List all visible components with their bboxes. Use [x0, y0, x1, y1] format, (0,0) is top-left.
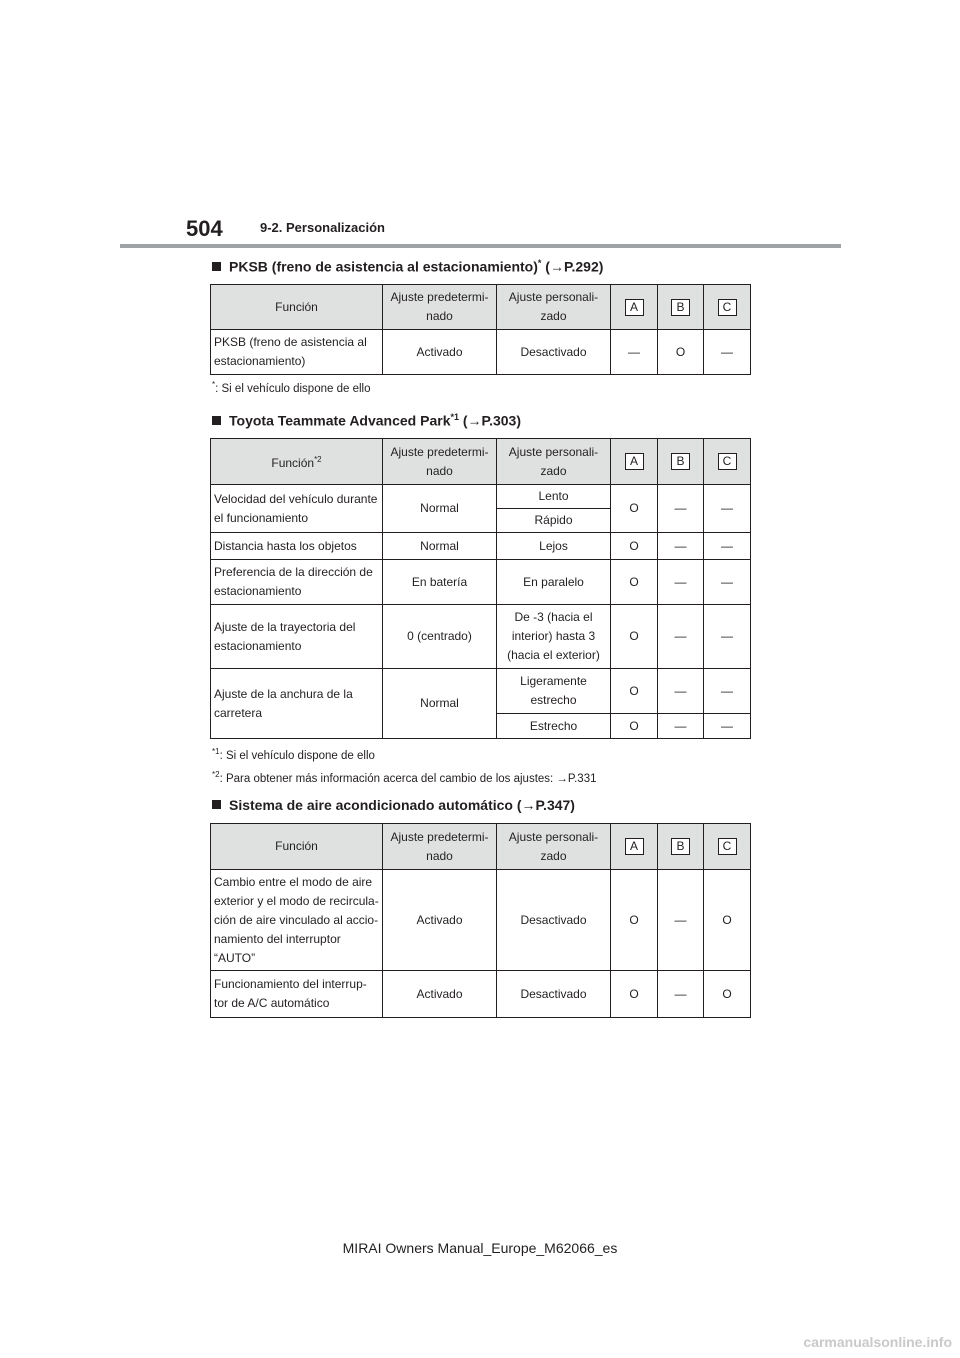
label-c: C [718, 838, 737, 855]
cell-default: Normal [383, 669, 497, 739]
header-default: Ajuste predetermi-nado [383, 285, 497, 330]
label-a: A [625, 838, 644, 855]
header-c [704, 824, 751, 870]
header-custom: Ajuste personali-zado [497, 285, 611, 330]
park-table [210, 438, 751, 739]
cell-default: Normal [383, 533, 497, 560]
table-row [211, 485, 751, 509]
footer-text: MIRAI Owners Manual_Europe_M62066_es [342, 1240, 618, 1256]
label-a: A [625, 453, 644, 470]
header-custom: Ajuste personali-zado [497, 439, 611, 485]
chapter-title: 9-2. Personalización [260, 220, 385, 235]
cell-custom: Ligeramente estrecho [497, 669, 611, 714]
cell-c: O [704, 870, 751, 971]
cell-custom: En paralelo [497, 560, 611, 605]
cell-custom: Desactivado [497, 330, 611, 375]
cell-default: Activado [383, 870, 497, 971]
cell-c: — [704, 485, 751, 533]
header-default: Ajuste predetermi-nado [383, 439, 497, 485]
header-rule [120, 244, 841, 248]
cell-custom: Desactivado [497, 870, 611, 971]
cell-custom: Lento [497, 485, 611, 509]
cell-b: O [658, 330, 704, 375]
header-b [658, 285, 704, 330]
table-header-row [211, 824, 751, 870]
cell-c: — [704, 714, 751, 739]
cell-custom: Desactivado [497, 971, 611, 1018]
label-b: B [671, 453, 690, 470]
bullet-square-icon [212, 800, 221, 809]
watermark: carmanualsonline.info [803, 1334, 952, 1350]
header-c [704, 285, 751, 330]
cell-b: — [658, 669, 704, 714]
cell-a: — [611, 330, 658, 375]
bullet-square-icon [212, 416, 221, 425]
header-funcion: Función [211, 824, 383, 870]
page-number: 504 [186, 216, 223, 241]
cell-c: — [704, 605, 751, 669]
cell-c: — [704, 330, 751, 375]
label-c: C [718, 299, 737, 316]
header-custom: Ajuste personali-zado [497, 824, 611, 870]
cell-custom: Lejos [497, 533, 611, 560]
table-row [211, 330, 751, 375]
cell-b: — [658, 870, 704, 971]
cell-a: O [611, 605, 658, 669]
cell-b: — [658, 605, 704, 669]
cell-c: O [704, 971, 751, 1018]
table-header-row [211, 439, 751, 485]
cell-funcion: Preferencia de la dirección de estacionamiento [211, 560, 383, 605]
cell-b: — [658, 533, 704, 560]
table-row [211, 870, 751, 971]
cell-funcion: Ajuste de la anchura de la carretera [211, 669, 383, 739]
cell-b: — [658, 560, 704, 605]
table-row [211, 971, 751, 1018]
cell-a: O [611, 669, 658, 714]
cell-custom: Rápido [497, 509, 611, 533]
cell-c: — [704, 560, 751, 605]
section-title-ac: Sistema de aire acondicionado automático (→P.347) [212, 797, 575, 813]
cell-default: Activado [383, 330, 497, 375]
table-row [211, 560, 751, 605]
cell-default: 0 (centrado) [383, 605, 497, 669]
cell-custom: Estrecho [497, 714, 611, 739]
cell-funcion: Cambio entre el modo de aire exterior y el modo de recircula-ción de aire vinculado al accio-namiento del interruptor “AUTO” [211, 870, 383, 971]
cell-b: — [658, 714, 704, 739]
header-funcion: Función$^{*2}$ [211, 439, 383, 485]
label-c: C [718, 453, 737, 470]
cell-c: — [704, 669, 751, 714]
cell-funcion: PKSB (freno de asistencia al estacionamiento) [211, 330, 383, 375]
section-title-pksb: PKSB (freno de asistencia al estacionamiento)* (→P.292) [212, 258, 603, 275]
label-b: B [671, 299, 690, 316]
header-c [704, 439, 751, 485]
cell-a: O [611, 870, 658, 971]
header-b [658, 824, 704, 870]
footnote: *: Si el vehículo dispone de ello [212, 380, 371, 395]
header-default: Ajuste predetermi-nado [383, 824, 497, 870]
table-header-row [211, 285, 751, 330]
header-b [658, 439, 704, 485]
footnote: $^{*1}$: Si el vehículo dispone de ello [212, 747, 375, 762]
header-a [611, 439, 658, 485]
cell-a: O [611, 485, 658, 533]
cell-funcion: Funcionamiento del interrup-tor de A/C automático [211, 971, 383, 1018]
cell-a: O [611, 560, 658, 605]
bullet-square-icon [212, 262, 221, 271]
footnote: $^{*2}$: Para obtener más información acerca del cambio de los ajustes: →P.331 [212, 770, 597, 785]
cell-a: O [611, 533, 658, 560]
pksb-table [210, 284, 751, 375]
header-a [611, 285, 658, 330]
cell-custom: De -3 (hacia el interior) hasta 3 (hacia el exterior) [497, 605, 611, 669]
header-funcion: Función [211, 285, 383, 330]
table-row [211, 605, 751, 669]
cell-a: O [611, 971, 658, 1018]
cell-funcion: Velocidad del vehículo durante el funcionamiento [211, 485, 383, 533]
header-a [611, 824, 658, 870]
cell-funcion: Distancia hasta los objetos [211, 533, 383, 560]
cell-b: — [658, 485, 704, 533]
table-row [211, 533, 751, 560]
cell-default: Activado [383, 971, 497, 1018]
cell-a: O [611, 714, 658, 739]
table-row [211, 669, 751, 714]
cell-default: Normal [383, 485, 497, 533]
cell-funcion: Ajuste de la trayectoria del estacionamiento [211, 605, 383, 669]
ac-table [210, 823, 751, 1018]
label-b: B [671, 838, 690, 855]
cell-default: En batería [383, 560, 497, 605]
cell-c: — [704, 533, 751, 560]
label-a: A [625, 299, 644, 316]
cell-b: — [658, 971, 704, 1018]
section-title-park: Toyota Teammate Advanced Park$^{*1}$ (→P.303) [212, 412, 521, 429]
